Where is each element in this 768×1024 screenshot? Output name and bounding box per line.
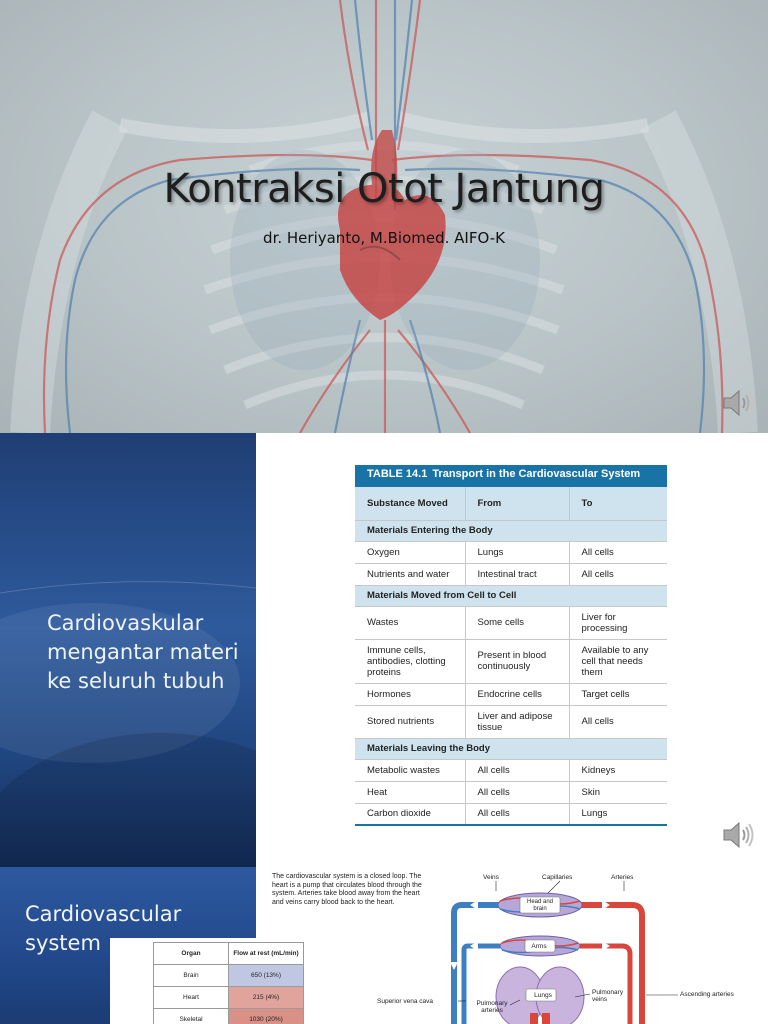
table-cell: Nutrients and water: [355, 563, 465, 585]
table-section-row: [355, 738, 667, 759]
table-cell: 650 (13%): [229, 965, 304, 987]
table-cell: Heat: [355, 781, 465, 803]
section-title: Materials Leaving the Body: [355, 738, 667, 759]
table-cell: Hormones: [355, 683, 465, 705]
table-cell: All cells: [465, 759, 569, 781]
table-cell: Wastes: [355, 606, 465, 639]
column-header: Substance Moved: [355, 487, 465, 520]
cardiovascular-slide: [0, 867, 768, 1024]
table-cell: All cells: [569, 563, 667, 585]
slide-subtitle: dr. Heriyanto, M.Biomed. AIFO-K: [263, 229, 505, 247]
blood-flow-grid: [153, 942, 304, 1024]
table-cell: Liver and adipose tissue: [465, 705, 569, 738]
table-cell: Available to any cell that needs them: [569, 639, 667, 683]
table-row: [154, 1009, 304, 1024]
label-head-brain: Head and brain: [526, 899, 554, 912]
table-cell: Lungs: [465, 541, 569, 563]
system-description: The cardiovascular system is a closed loop. The heart is a pump that circulates blood through the system. Arteries take blood away from the heart and veins carry blood back to the heart.: [272, 873, 422, 906]
table-caption: [355, 465, 667, 487]
section-title: Materials Moved from Cell to Cell: [355, 585, 667, 606]
table-section-row: [355, 585, 667, 606]
label-capillaries: Capillaries: [542, 874, 573, 881]
table-cell: Metabolic wastes: [355, 759, 465, 781]
speaker-icon[interactable]: [722, 820, 756, 850]
table-cell: Target cells: [569, 683, 667, 705]
slide-side-panel: [0, 433, 256, 867]
transport-slide: [0, 433, 768, 867]
column-header: From: [465, 487, 569, 520]
table-header-row: [154, 943, 304, 965]
table-cell: Kidneys: [569, 759, 667, 781]
table-cell: Stored nutrients: [355, 705, 465, 738]
column-header: Organ: [154, 943, 229, 965]
table-row: [355, 541, 667, 563]
slide-heading: Cardiovaskular mengantar materi ke seluruh tubuh: [47, 611, 239, 693]
table-section-row: [355, 520, 667, 541]
table-cell: Skeletal: [154, 1009, 229, 1024]
table-header-row: [355, 487, 667, 520]
transport-grid: [355, 487, 667, 826]
table-row: [355, 683, 667, 705]
table-cell: Carbon dioxide: [355, 803, 465, 825]
table-cell: Immune cells, antibodies, clotting proteins: [355, 639, 465, 683]
label-veins: Veins: [483, 874, 499, 881]
table-number: TABLE 14.1: [367, 468, 428, 480]
table-row: [355, 781, 667, 803]
table-cell: All cells: [569, 541, 667, 563]
table-cell: Present in blood continuously: [465, 639, 569, 683]
table-row: [355, 639, 667, 683]
table-cell: Heart: [154, 987, 229, 1009]
table-row: [355, 563, 667, 585]
label-lungs: Lungs: [534, 992, 552, 999]
table-cell: Oxygen: [355, 541, 465, 563]
table-row: [154, 987, 304, 1009]
table-row: [355, 606, 667, 639]
table-cell: Some cells: [465, 606, 569, 639]
column-header: To: [569, 487, 667, 520]
table-cell: Endocrine cells: [465, 683, 569, 705]
table-row: [355, 803, 667, 825]
table-cell: Intestinal tract: [465, 563, 569, 585]
title-slide: [0, 0, 768, 433]
label-arteries: Arteries: [611, 874, 634, 881]
table-cell: 1030 (20%): [229, 1009, 304, 1024]
table-row: [355, 759, 667, 781]
table-cell: All cells: [465, 803, 569, 825]
table-cell: Brain: [154, 965, 229, 987]
blood-flow-table: [110, 938, 310, 1024]
column-header: Flow at rest (mL/min): [229, 943, 304, 965]
label-pulmonary-arteries: Pulmonary arteries: [476, 1000, 508, 1014]
table-cell: Lungs: [569, 803, 667, 825]
speaker-icon[interactable]: [722, 388, 756, 418]
slide-heading: Cardiovascular system: [25, 902, 182, 955]
table-cell: 215 (4%): [229, 987, 304, 1009]
slide-title: Kontraksi Otot Jantung: [163, 166, 605, 212]
label-ascending-arteries: Ascending arteries: [680, 991, 734, 998]
anatomy-background-illustration: [0, 0, 768, 433]
table-row: [154, 965, 304, 987]
table-cell: All cells: [465, 781, 569, 803]
label-pulmonary-veins: Pulmonary veins: [592, 989, 624, 1003]
table-title: Transport in the Cardiovascular System: [432, 468, 641, 480]
section-title: Materials Entering the Body: [355, 520, 667, 541]
label-arms: Arms: [531, 943, 547, 950]
table-cell: All cells: [569, 705, 667, 738]
table-cell: Liver for processing: [569, 606, 667, 639]
transport-table: [355, 465, 667, 826]
table-row: [355, 705, 667, 738]
table-cell: Skin: [569, 781, 667, 803]
label-superior-vena-cava: Superior vena cava: [377, 998, 434, 1005]
